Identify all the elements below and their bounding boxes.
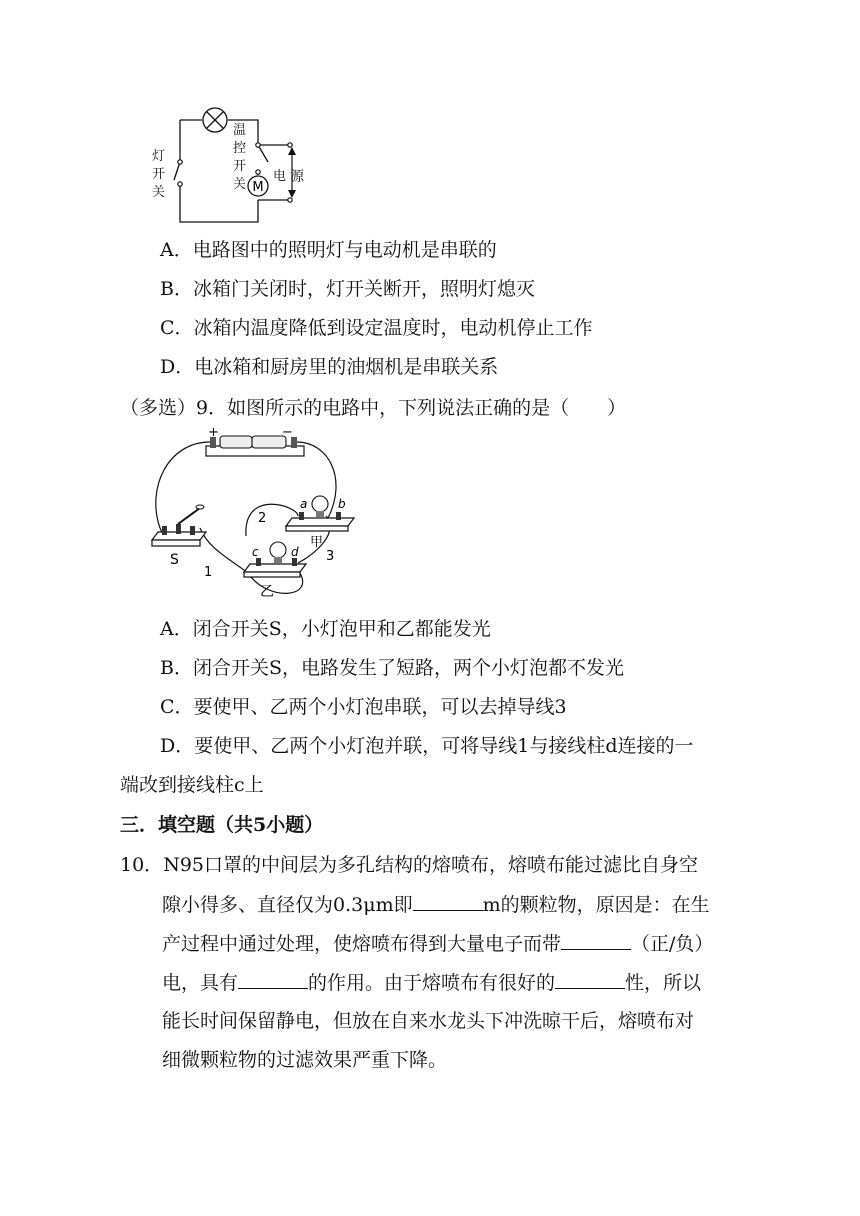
blank-2[interactable] [561, 931, 631, 950]
blank-3[interactable] [238, 970, 308, 989]
q9-option-b: B．闭合开关S，电路发生了短路，两个小灯泡都不发光 [160, 657, 624, 679]
q10-line-2: 隙小得多、直径仅为0.3μm即 m的颗粒物，原因是：在生 [162, 894, 710, 916]
plus-sign: + [208, 428, 219, 440]
minus-sign: − [282, 428, 293, 440]
q9-option-d: D．要使甲、乙两个小灯泡并联，可将导线1与接线柱d连接的一 [160, 735, 694, 757]
lamp-switch-label-3: 关 [152, 185, 166, 200]
lamp-switch-label-2: 开 [152, 167, 166, 182]
thermo-switch-label-3: 开 [233, 159, 247, 174]
q10-line-6: 细微颗粒物的过滤效果严重下降。 [162, 1049, 448, 1071]
thermo-switch-label-4: 关 [233, 177, 247, 192]
q10-line-5: 能长时间保留静电，但放在自来水龙头下冲洗晾干后，熔喷布对 [162, 1010, 695, 1032]
fridge-circuit-diagram [140, 100, 320, 230]
power-label-2-text: 源 [290, 169, 304, 185]
q9-stem: （多选）9．如图所示的电路中，下列说法正确的是（ ） [120, 397, 627, 419]
q8-option-c: C．冰箱内温度降低到设定温度时，电动机停止工作 [160, 317, 593, 339]
terminal-d: d [291, 545, 299, 559]
motor-symbol [248, 176, 268, 196]
wire-2-label: 2 [258, 511, 267, 526]
blank-4[interactable] [555, 970, 625, 989]
q10-line-1: 10．N95口罩的中间层为多孔结构的熔喷布，熔喷布能过滤比自身空 [120, 854, 698, 876]
section-3-title: 三．填空题（共5小题） [120, 814, 324, 836]
q9-option-a: A．闭合开关S，小灯泡甲和乙都能发光 [160, 618, 491, 640]
switch-label: S [170, 552, 179, 568]
q9-option-c: C．要使甲、乙两个小灯泡串联，可以去掉导线3 [160, 696, 567, 718]
lamp2-label: 乙 [260, 584, 274, 600]
power-label-1: 电 [273, 169, 287, 184]
svg-text:M: M [252, 180, 264, 195]
lamp-symbol [203, 108, 227, 132]
terminal-a: a [300, 497, 308, 511]
q8-option-a: A．电路图中的照明灯与电动机是串联的 [160, 239, 497, 261]
physical-circuit-diagram [148, 428, 360, 606]
lamp1-label: 甲 [310, 535, 324, 550]
q10-line-4: 电，具有 的作用。由于熔喷布有很好的 性，所以 [162, 972, 702, 994]
wire-1-label: 1 [204, 565, 213, 580]
lamp-switch-label-1: 灯 [152, 149, 166, 164]
terminal-c: c [252, 545, 259, 559]
q9-option-d-cont: 端改到接线柱c上 [120, 774, 264, 796]
terminal-b: b [338, 497, 346, 511]
q8-option-b: B．冰箱门关闭时，灯开关断开，照明灯熄灭 [160, 278, 535, 300]
q8-option-d: D．电冰箱和厨房里的油烟机是串联关系 [160, 356, 499, 378]
q10-line-3: 产过程中通过处理，使熔喷布得到大量电子而带 （正/负） [162, 933, 714, 955]
wire-3-label: 3 [326, 549, 335, 564]
blank-1[interactable] [413, 892, 483, 911]
thermo-switch-label-1: 温 [233, 123, 247, 138]
thermo-switch-label-2: 控 [233, 141, 247, 156]
switch-s [152, 505, 206, 546]
